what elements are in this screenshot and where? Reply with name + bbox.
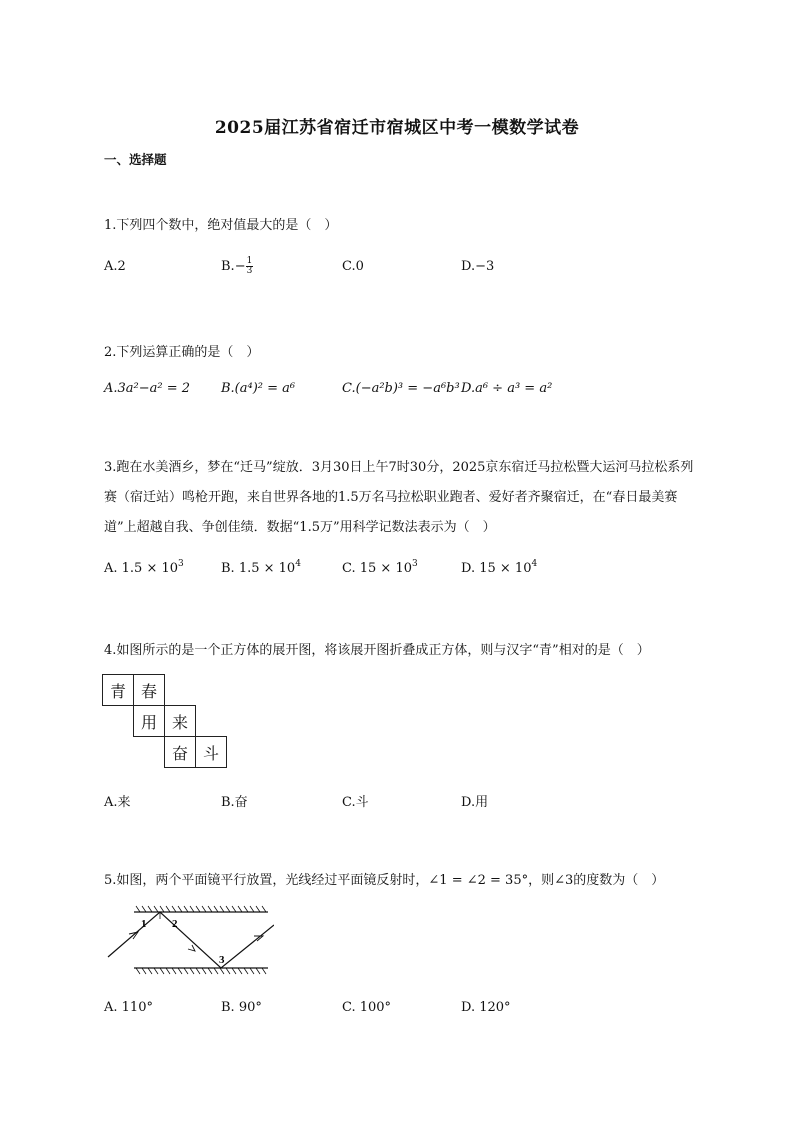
section-heading: 一、选择题 — [104, 152, 167, 167]
fraction-denominator: 3 — [246, 266, 253, 276]
net-cell-5: 奋 — [164, 736, 196, 768]
cube-net-figure — [102, 674, 242, 774]
q1-option-c: C.0 — [342, 259, 364, 274]
q1-option-d: D.−3 — [461, 259, 495, 274]
q1-option-b — [221, 257, 253, 276]
net-cell-3: 用 — [133, 705, 165, 737]
q3-option-a-exponent: 3 — [178, 559, 184, 569]
q5-option-c: C. 100° — [342, 1000, 392, 1015]
q5-option-a: A. 110° — [104, 1000, 153, 1015]
q2-option-b: B.(a⁴)² = a⁶ — [221, 381, 296, 396]
q3-option-d-base: D. 15 × 10 — [461, 561, 532, 576]
net-cell-1: 青 — [102, 674, 134, 706]
net-cell-4: 来 — [164, 705, 196, 737]
q4-option-c: C.斗 — [342, 795, 369, 810]
q1-option-b-fraction — [246, 257, 254, 276]
q2-option-a: A.3a²−a² = 2 — [104, 381, 191, 396]
question-2-stem: 2.下列运算正确的是（ ） — [104, 345, 260, 360]
net-cell-6: 斗 — [195, 736, 227, 768]
bottom-mirror-hatching — [136, 968, 266, 974]
q3-option-c-exponent: 3 — [412, 559, 418, 569]
q3-option-b-base: B. 1.5 × 10 — [221, 561, 296, 576]
q4-option-a: A.来 — [104, 795, 131, 810]
question-1-stem: 1.下列四个数中，绝对值最大的是（ ） — [104, 218, 338, 233]
angle-label-1: 1 — [141, 918, 147, 930]
q3-option-b — [221, 561, 301, 576]
q4-option-b: B.奋 — [221, 795, 248, 810]
q3-option-c — [342, 561, 418, 576]
light-ray-path — [108, 912, 274, 968]
q1-option-b-sign: − — [234, 259, 246, 274]
q3-option-d-exponent: 4 — [531, 559, 538, 569]
net-cell-2: 春 — [133, 674, 165, 706]
q1-option-a: A.2 — [104, 259, 126, 274]
q2-option-c: C.(−a²b)³ = −a⁶b³ — [342, 381, 460, 396]
q2-option-d: D.a⁶ ÷ a³ = a² — [461, 381, 553, 396]
question-5-stem: 5.如图，两个平面镜平行放置，光线经过平面镜反射时，∠1 = ∠2 = 35°，则∠3的度数为（ ） — [104, 873, 665, 888]
q3-option-c-base: C. 15 × 10 — [342, 561, 412, 576]
parallel-mirrors-figure — [104, 905, 274, 981]
question-4-stem: 4.如图所示的是一个正方体的展开图，将该展开图折叠成正方体，则与汉字“青”相对的是（ ） — [104, 643, 650, 658]
q4-option-d: D.用 — [461, 795, 489, 810]
q3-option-b-exponent: 4 — [295, 559, 301, 569]
q5-option-d: D. 120° — [461, 1000, 511, 1015]
q3-option-a-base: A. 1.5 × 10 — [104, 561, 179, 576]
angle-label-3: 3 — [219, 954, 225, 966]
q5-option-b: B. 90° — [221, 1000, 262, 1015]
q1-option-b-prefix: B. — [221, 259, 235, 274]
q3-option-a — [104, 561, 184, 576]
arrow-2-icon — [188, 945, 195, 951]
fraction-numerator: 1 — [246, 256, 253, 266]
page-title: 2025届江苏省宿迁市宿城区中考一模数学试卷 — [214, 118, 580, 138]
angle-label-2: 2 — [172, 918, 178, 930]
q3-option-d — [461, 561, 537, 576]
top-mirror-hatching — [136, 906, 266, 912]
question-3-stem: 3.跑在水美酒乡，梦在“迁马”绽放．3月30日上午7时30分，2025京东宿迁马拉松暨大运河马拉松系列赛（宿迁站）鸣枪开跑，来自世界各地的1.5万名马拉松职业跑者、爱好者齐聚宿迁，在“春日最美赛道”上超越自我、争创佳绩．数据“1.5万”用科学记数法表示为（ ） — [104, 460, 694, 535]
